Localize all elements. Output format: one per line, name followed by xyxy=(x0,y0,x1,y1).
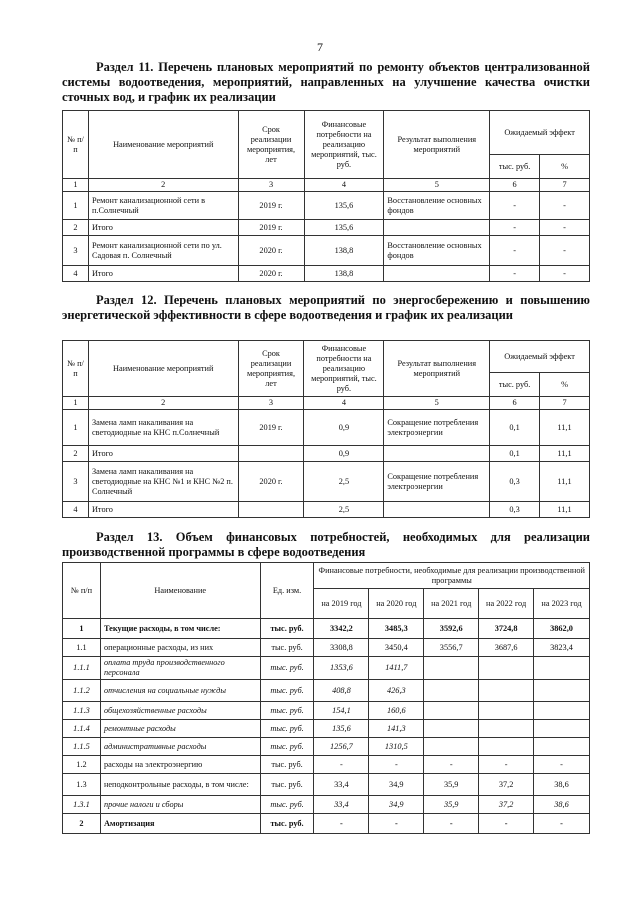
section-13-table xyxy=(62,562,590,834)
table-row: 1.1.4 ремонтные расходы тыс. руб. 135,6 141,3 xyxy=(63,720,590,738)
table-row: 2 Итого 0,9 0,1 11,1 xyxy=(63,446,590,462)
col-name-header: Наименование мероприятий xyxy=(88,111,238,179)
page-number: 7 xyxy=(317,40,323,54)
col-num-header: № п/п xyxy=(63,563,101,619)
section-13-title: Раздел 13. Объем финансовых потребностей, необходимых для реализации производственной программы в сфере водоотведения xyxy=(62,530,590,559)
table-row: 1.3.1 прочие налоги и сборы тыс. руб. 33,4 34,9 35,9 37,2 38,6 xyxy=(63,796,590,814)
table-row: 1.1 операционные расходы, из них тыс. руб. 3308,8 3450,4 3556,7 3687,6 3823,4 xyxy=(63,639,590,657)
table-row: 1.1.1 оплата труда производственного персонала тыс. руб. 1353,6 1411,7 xyxy=(63,657,590,680)
col-finance-header: Финансовые потребности на реализацию мероприятий, тыс. руб. xyxy=(304,341,384,397)
table-row: 1 Ремонт канализационной сети в п.Солнечный 2019 г. 135,6 Восстановление основных фондов - - xyxy=(63,192,590,220)
table-row: 1.1.2 отчисления на социальные нужды тыс. руб. 408,8 426,3 xyxy=(63,680,590,702)
col-year-header: на 2023 год xyxy=(534,589,590,619)
table-row: 1.3 неподконтрольные расходы, в том числе: тыс. руб. 33,4 34,9 35,9 37,2 38,6 xyxy=(63,774,590,796)
col-effect-pct-header: % xyxy=(540,155,590,179)
section-11-title: Раздел 11. Перечень плановых мероприятий по ремонту объектов централизованной системы водоотведения, мероприятий, направленных на улучшение качества очистки сточных вод, и график их реализации xyxy=(62,60,590,104)
col-effect-rub-header: тыс. руб. xyxy=(490,155,540,179)
col-year-header: на 2022 год xyxy=(479,589,534,619)
table-row: 2 Итого 2019 г. 135,6 - - xyxy=(63,220,590,236)
table-row: 3 Замена ламп накаливания на светодиодные на КНС №1 и КНС №2 п. Солнечный 2020 г. 2,5 Сокращение потребления электроэнергии 0,3 11,1 xyxy=(63,462,590,502)
col-name-header: Наименование мероприятий xyxy=(88,341,238,397)
table-row: 1 Текущие расходы, в том числе: тыс. руб. 3342,2 3485,3 3592,6 3724,8 3862,0 xyxy=(63,619,590,639)
table-row: 1.2 расходы на электроэнергию тыс. руб. - - - - - xyxy=(63,756,590,774)
table-row: 1.1.5 административные расходы тыс. руб. 1256,7 1310,5 xyxy=(63,738,590,756)
col-finance-header: Финансовые потребности, необходимые для реализации производственной программы xyxy=(314,563,590,589)
col-effect-header: Ожидаемый эффект xyxy=(490,111,590,155)
section-11-table xyxy=(62,110,590,282)
col-name-header: Наименование xyxy=(100,563,260,619)
section-12-table xyxy=(62,340,590,518)
col-finance-header: Финансовые потребности на реализацию мероприятий, тыс. руб. xyxy=(304,111,384,179)
column-numbers-row: 1 2 3 4 5 6 7 xyxy=(63,179,590,192)
col-unit-header: Ед. изм. xyxy=(260,563,314,619)
table-row: 4 Итого 2,5 0,3 11,1 xyxy=(63,502,590,518)
col-num-header: № п/п xyxy=(63,111,89,179)
col-term-header: Срок реализации мероприятия, лет xyxy=(238,111,304,179)
table-row: 2 Амортизация тыс. руб. - - - - - xyxy=(63,814,590,834)
col-result-header: Результат выполнения мероприятий xyxy=(384,111,490,179)
table-row: 1 Замена ламп накаливания на светодиодные на КНС п.Солнечный 2019 г. 0,9 Сокращение потребления электроэнергии 0,1 11,1 xyxy=(63,410,590,446)
column-numbers-row: 1 2 3 4 5 6 7 xyxy=(63,397,590,410)
col-year-header: на 2021 год xyxy=(424,589,479,619)
col-effect-pct-header: % xyxy=(540,373,590,397)
section-12-title: Раздел 12. Перечень плановых мероприятий по энергосбережению и повышению энергетической эффективности в сфере водоотведения и график их реализации xyxy=(62,293,590,322)
col-year-header: на 2020 год xyxy=(369,589,424,619)
col-term-header: Срок реализации мероприятия, лет xyxy=(238,341,304,397)
col-num-header: № п/п xyxy=(63,341,89,397)
col-year-header: на 2019 год xyxy=(314,589,369,619)
table-row: 1.1.3 общехозяйственные расходы тыс. руб. 154,1 160,6 xyxy=(63,702,590,720)
col-result-header: Результат выполнения мероприятий xyxy=(384,341,490,397)
table-row: 3 Ремонт канализационной сети по ул. Садовая п. Солнечный 2020 г. 138,8 Восстановление основных фондов - - xyxy=(63,236,590,266)
table-row: 4 Итого 2020 г. 138,8 - - xyxy=(63,266,590,282)
col-effect-header: Ожидаемый эффект xyxy=(490,341,590,373)
col-effect-rub-header: тыс. руб. xyxy=(490,373,540,397)
